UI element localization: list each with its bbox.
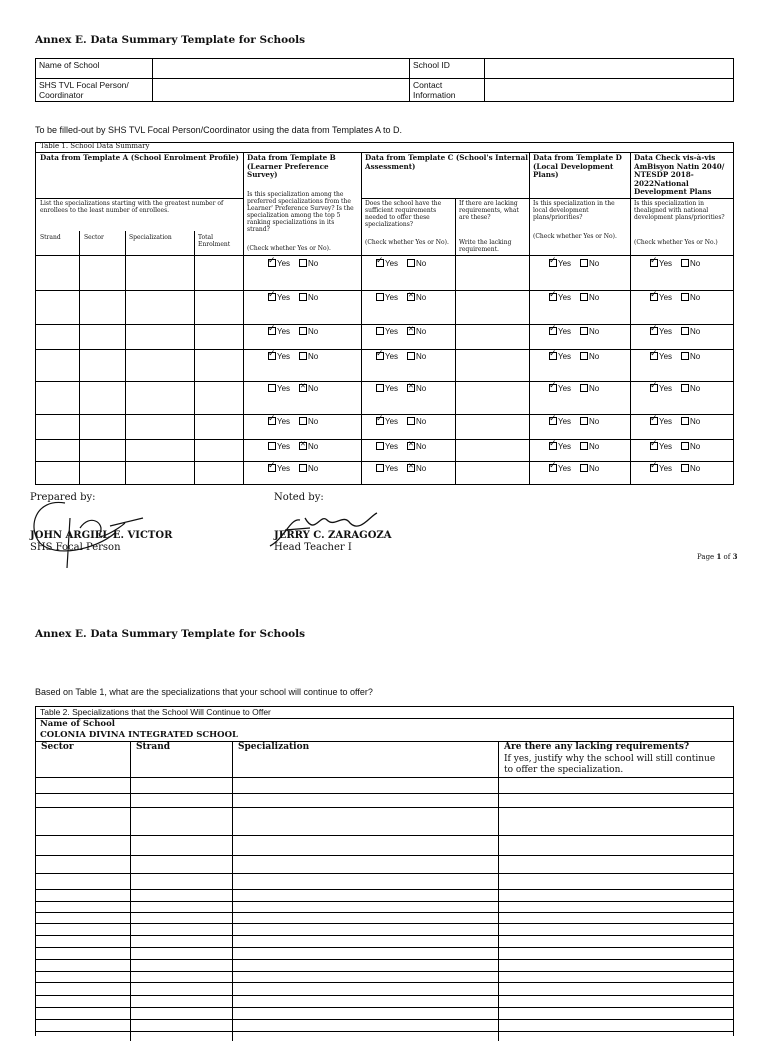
yes-no-check-e[interactable]: ✓ Yes No (650, 293, 700, 302)
colA-specialization: Specialization (129, 234, 172, 241)
noter-role: Head Teacher I (274, 542, 352, 553)
colD-check: (Check whether Yes or No). (533, 233, 617, 240)
checkbox-yes[interactable] (650, 327, 658, 335)
yes-no-check-d[interactable]: ✓ Yes No (549, 384, 599, 393)
checkbox-no[interactable] (580, 464, 588, 472)
checkbox-yes[interactable] (268, 384, 276, 392)
table1-row (36, 461, 733, 484)
yes-no-check-c[interactable]: Yes ✕ No (376, 293, 426, 302)
checkbox-yes[interactable] (376, 442, 384, 450)
yes-no-check-b[interactable]: ✓Yes No (268, 417, 318, 426)
table2-row[interactable] (36, 935, 733, 936)
table2-row[interactable] (36, 793, 733, 794)
table1-row (36, 381, 733, 415)
colB-check: (Check whether Yes or No). (247, 245, 331, 252)
yes-no-check-d[interactable]: ✓ Yes No (549, 464, 599, 473)
checkbox-yes[interactable] (268, 293, 276, 301)
table2-name-label: Name of School (40, 719, 115, 729)
yes-no-check-b[interactable]: ✓Yes No (268, 464, 318, 473)
checkbox-yes[interactable] (376, 352, 384, 360)
checkbox-no[interactable] (407, 464, 415, 472)
yes-no-check-c[interactable]: Yes ✕ No (376, 442, 426, 451)
table2-row[interactable] (36, 889, 733, 890)
preparer-name: JOHN ARGIEL E. VICTOR (30, 530, 173, 541)
colC-check: (Check whether Yes or No). (365, 239, 449, 246)
checkbox-no[interactable] (299, 384, 307, 392)
checkbox-no[interactable] (580, 293, 588, 301)
yes-no-check-d[interactable]: ✓ Yes No (549, 442, 599, 451)
yes-no-check-d[interactable]: ✓ Yes No (549, 293, 599, 302)
noter-name: JERRY C. ZARAGOZA (274, 530, 392, 541)
checkbox-yes[interactable] (376, 327, 384, 335)
colA-total: Total Enrolment (198, 234, 231, 248)
table1-row (36, 290, 733, 325)
table2-row[interactable] (36, 995, 733, 996)
table2-row[interactable] (36, 1031, 733, 1032)
checkbox-yes[interactable] (650, 442, 658, 450)
colC-head: Data from Template C (School's Internal Assessment) (365, 153, 529, 171)
focal-person-label: SHS TVL Focal Person/ Coordinator (36, 79, 153, 102)
checkbox-yes[interactable] (376, 293, 384, 301)
yes-no-check-e[interactable]: ✓ Yes No (650, 417, 700, 426)
colB-head: Data from Template B (Learner Preference Survey) (247, 153, 336, 179)
checkbox-yes[interactable] (650, 259, 658, 267)
col-lacking-note: If yes, justify why the school will still continue to offer the specialization. (504, 754, 716, 775)
colA-strand: Strand (40, 234, 61, 241)
yes-no-check-c[interactable]: Yes ✕ No (376, 464, 426, 473)
table2-caption: Table 2. Specializations that the School Will Continue to Offer (40, 707, 271, 717)
checkbox-no[interactable] (407, 259, 415, 267)
checkbox-no[interactable] (407, 384, 415, 392)
col-specialization: Specialization (238, 742, 310, 752)
checkbox-no[interactable] (681, 293, 689, 301)
checkbox-no[interactable] (299, 417, 307, 425)
colD-note: Is this specialization in the local development plans/priorities? (533, 200, 615, 221)
table2-row[interactable] (36, 873, 733, 874)
checkbox-no[interactable] (580, 417, 588, 425)
table2-row[interactable] (36, 923, 733, 924)
colC-note2: If there are lacking requirements, what are these? (459, 200, 519, 221)
yes-no-check-b[interactable]: ✓Yes No (268, 293, 318, 302)
checkbox-yes[interactable] (376, 417, 384, 425)
table2-row[interactable] (36, 901, 733, 902)
yes-no-check-e[interactable]: ✓ Yes No (650, 464, 700, 473)
checkbox-no[interactable] (580, 352, 588, 360)
col-sector: Sector (41, 742, 74, 752)
yes-no-check-c[interactable]: ✓ Yes No (376, 259, 426, 268)
table2-row[interactable] (36, 855, 733, 856)
checkbox-no[interactable] (407, 327, 415, 335)
contact-value[interactable] (485, 79, 734, 102)
colA-sector: Sector (84, 234, 104, 241)
page2-title: Annex E. Data Summary Template for Schools (35, 628, 306, 640)
checkbox-yes[interactable] (268, 352, 276, 360)
table2-row[interactable] (36, 807, 733, 808)
table1 (35, 142, 734, 485)
checkbox-yes[interactable] (268, 442, 276, 450)
colE-head: Data Check vis-à-vis AmBisyon Natin 2040/ NTESDP 2018-2022National Development Plans (634, 153, 725, 196)
checkbox-yes[interactable] (376, 259, 384, 267)
colD-head: Data from Template D (Local Development Plans) (533, 153, 622, 179)
checkbox-no[interactable] (299, 352, 307, 360)
table2-row[interactable] (36, 1019, 733, 1020)
checkbox-yes[interactable] (650, 464, 658, 472)
checkbox-yes[interactable] (549, 442, 557, 450)
checkbox-yes[interactable] (376, 384, 384, 392)
checkbox-no[interactable] (681, 464, 689, 472)
yes-no-check-c[interactable]: ✓ Yes No (376, 352, 426, 361)
checkbox-yes[interactable] (268, 259, 276, 267)
checkbox-yes[interactable] (549, 417, 557, 425)
checkbox-no[interactable] (299, 259, 307, 267)
checkbox-no[interactable] (681, 384, 689, 392)
checkbox-yes[interactable] (268, 464, 276, 472)
checkbox-no[interactable] (681, 352, 689, 360)
checkbox-no[interactable] (681, 442, 689, 450)
yes-no-check-d[interactable]: ✓ Yes No (549, 417, 599, 426)
col-strand: Strand (136, 742, 171, 752)
checkbox-no[interactable] (407, 417, 415, 425)
prepared-by-label: Prepared by: (30, 492, 96, 503)
table2-school-name: COLONIA DIVINA INTEGRATED SCHOOL (40, 730, 238, 740)
checkbox-no[interactable] (299, 327, 307, 335)
contact-label: Contact Information (410, 79, 485, 102)
yes-no-check-e[interactable]: ✓ Yes No (650, 352, 700, 361)
yes-no-check-b[interactable]: Yes ✕ No (268, 442, 318, 451)
name-of-school-label: Name of School (36, 59, 153, 79)
table2-row[interactable] (36, 777, 733, 778)
checkbox-yes[interactable] (549, 259, 557, 267)
checkbox-yes[interactable] (268, 327, 276, 335)
checkbox-no[interactable] (681, 259, 689, 267)
yes-no-check-c[interactable]: Yes ✕ No (376, 384, 426, 393)
yes-no-check-c[interactable]: ✓ Yes No (376, 417, 426, 426)
checkbox-yes[interactable] (650, 417, 658, 425)
table2-row[interactable] (36, 835, 733, 836)
checkbox-no[interactable] (299, 442, 307, 450)
yes-no-check-b[interactable]: ✓Yes No (268, 327, 318, 336)
yes-no-check-c[interactable]: Yes ✕ No (376, 327, 426, 336)
table2-row[interactable] (36, 971, 733, 972)
school-info-table (35, 58, 734, 102)
yes-no-check-e[interactable]: ✓ Yes No (650, 327, 700, 336)
table1-row (36, 414, 733, 440)
checkbox-yes[interactable] (549, 293, 557, 301)
checkbox-no[interactable] (407, 442, 415, 450)
page-number: Page 1 of 3 (697, 552, 738, 561)
table1-row (36, 349, 733, 382)
colC-write: Write the lacking requirement. (459, 239, 512, 253)
yes-no-check-d[interactable]: ✓ Yes No (549, 259, 599, 268)
checkbox-no[interactable] (580, 384, 588, 392)
table2-row[interactable] (36, 1007, 733, 1008)
checkbox-yes[interactable] (549, 464, 557, 472)
school-id-value[interactable] (485, 59, 734, 79)
table1-row (36, 324, 733, 350)
checkbox-no[interactable] (299, 293, 307, 301)
table2 (35, 706, 734, 1036)
yes-no-check-e[interactable]: ✓ Yes No (650, 442, 700, 451)
checkbox-yes[interactable] (650, 352, 658, 360)
yes-no-check-b[interactable]: ✓Yes No (268, 259, 318, 268)
col-lacking: Are there any lacking requirements? (504, 742, 690, 752)
instruction-text: To be filled-out by SHS TVL Focal Person/Coordinator using the data from Templates A to D. (35, 125, 403, 135)
checkbox-yes[interactable] (376, 464, 384, 472)
checkbox-yes[interactable] (268, 417, 276, 425)
page-title: Annex E. Data Summary Template for Schools (35, 34, 306, 46)
checkbox-yes[interactable] (549, 352, 557, 360)
checkbox-no[interactable] (681, 327, 689, 335)
table2-row[interactable] (36, 982, 733, 983)
table2-row[interactable] (36, 947, 733, 948)
checkbox-no[interactable] (681, 417, 689, 425)
page2-question: Based on Table 1, what are the specializations that your school will continue to offer? (35, 687, 373, 697)
checkbox-no[interactable] (580, 327, 588, 335)
colE-note: Is this specialization in thealigned with national development plans/priorities? (634, 200, 725, 221)
checkbox-no[interactable] (407, 293, 415, 301)
table1-row (36, 256, 733, 291)
colC-note: Does the school have the sufficient requirements needed to offer these specializations? (365, 200, 442, 228)
noted-by-label: Noted by: (274, 492, 324, 503)
checkbox-no[interactable] (407, 352, 415, 360)
preparer-role: SHS Focal Person (30, 542, 121, 553)
table1-caption: Table 1. School Data Summary (40, 142, 150, 150)
colA-note: List the specializations starting with the greatest number of enrollees to the least number of enrollees. (40, 200, 224, 214)
yes-no-check-b[interactable]: ✓Yes No (268, 352, 318, 361)
colB-note: Is this specialization among the preferred specializations from the Learner' Preference Survey? Is the specialization among the top 5 ranking specializations in its strand? (247, 191, 354, 233)
focal-person-value[interactable] (153, 79, 410, 102)
table1-row (36, 439, 733, 462)
yes-no-check-e[interactable]: ✓ Yes No (650, 384, 700, 393)
colA-head: Data from Template A (School Enrolment Profile) (40, 153, 239, 162)
table2-row[interactable] (36, 959, 733, 960)
checkbox-yes[interactable] (650, 293, 658, 301)
checkbox-yes[interactable] (650, 384, 658, 392)
yes-no-check-e[interactable]: ✓ Yes No (650, 259, 700, 268)
colE-check: (Check whether Yes or No.) (634, 239, 718, 246)
checkbox-no[interactable] (299, 464, 307, 472)
yes-no-check-b[interactable]: Yes ✕ No (268, 384, 318, 393)
name-of-school-value[interactable] (153, 59, 410, 79)
school-id-label: School ID (410, 59, 485, 79)
checkbox-no[interactable] (580, 259, 588, 267)
yes-no-check-d[interactable]: ✓ Yes No (549, 327, 599, 336)
checkbox-yes[interactable] (549, 327, 557, 335)
table2-row[interactable] (36, 912, 733, 913)
yes-no-check-d[interactable]: ✓ Yes No (549, 352, 599, 361)
checkbox-no[interactable] (580, 442, 588, 450)
checkbox-yes[interactable] (549, 384, 557, 392)
